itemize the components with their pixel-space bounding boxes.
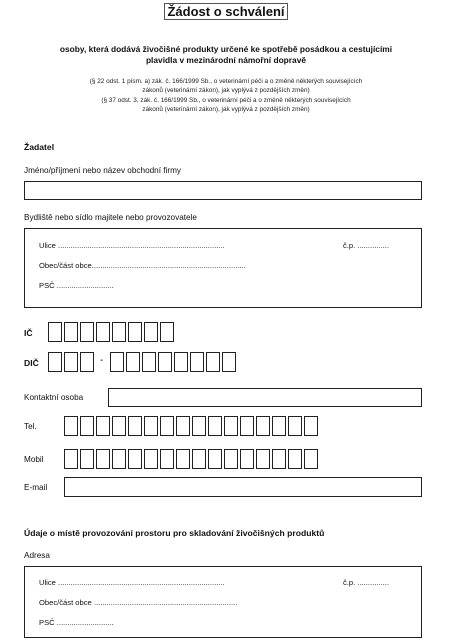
digit-cell[interactable] bbox=[160, 416, 174, 436]
digit-cell[interactable] bbox=[158, 352, 172, 372]
digit-cell[interactable] bbox=[112, 449, 126, 469]
subtitle bbox=[20, 44, 432, 66]
digit-cell[interactable] bbox=[128, 322, 142, 342]
digit-cell[interactable] bbox=[222, 352, 236, 372]
digit-cell[interactable] bbox=[48, 322, 62, 342]
digit-cell[interactable] bbox=[128, 449, 142, 469]
storage-street-line: Ulice ............................................................................... bbox=[39, 578, 225, 587]
digit-cell[interactable] bbox=[110, 352, 124, 372]
page-title bbox=[0, 4, 452, 19]
subtitle-line-2: plavidla v mezinárodní námořní dopravě bbox=[145, 55, 307, 65]
email-label: E-mail bbox=[24, 483, 48, 492]
dic-prefix-field[interactable] bbox=[48, 352, 96, 372]
dic-number-field[interactable] bbox=[110, 352, 238, 372]
digit-cell[interactable] bbox=[208, 416, 222, 436]
digit-cell[interactable] bbox=[304, 416, 318, 436]
psc-line: PSČ ........................... bbox=[39, 281, 114, 290]
digit-cell[interactable] bbox=[144, 449, 158, 469]
ic-label: IČ bbox=[24, 328, 33, 338]
dic-label: DIČ bbox=[24, 358, 39, 368]
digit-cell[interactable] bbox=[80, 449, 94, 469]
digit-cell[interactable] bbox=[96, 416, 110, 436]
street-line: Ulice ............................................................................... bbox=[39, 241, 225, 250]
name-label: Jméno/příjmení nebo název obchodní firmy bbox=[24, 166, 182, 175]
storage-city-line: Obec/část obce .................................................................... bbox=[39, 598, 238, 607]
owner-address-box[interactable] bbox=[24, 228, 422, 308]
digit-cell[interactable] bbox=[272, 416, 286, 436]
storage-psc-line: PSČ ........................... bbox=[39, 618, 114, 627]
digit-cell[interactable] bbox=[160, 449, 174, 469]
digit-cell[interactable] bbox=[128, 416, 142, 436]
mobil-label: Mobil bbox=[24, 455, 44, 464]
dic-dash: - bbox=[100, 355, 104, 366]
storage-cp-line: č.p. ............... bbox=[343, 578, 389, 587]
law-reference-1: (§ 22 odst. 1 písm. a) zák. č. 166/1999 Sb., o veterinární péči a o změně některých souvisejících zákonů (veterinární zákon), jak vyplývá z pozdějších změn) bbox=[89, 78, 363, 94]
digit-cell[interactable] bbox=[224, 449, 238, 469]
digit-cell[interactable] bbox=[64, 449, 78, 469]
tel-field[interactable] bbox=[64, 416, 320, 436]
city-line: Obec/část obce......................................................................... bbox=[39, 261, 246, 270]
digit-cell[interactable] bbox=[272, 449, 286, 469]
contact-person-label: Kontaktní osoba bbox=[24, 393, 84, 402]
digit-cell[interactable] bbox=[64, 416, 78, 436]
law-reference-2: (§ 37 odst. 3, zák. č. 166/1999 Sb., o veterinární péči a o změně některých souvisejících zákonů (veterinární zákon), jak vyplývá z pozdějších změn) bbox=[101, 97, 351, 113]
digit-cell[interactable] bbox=[206, 352, 220, 372]
digit-cell[interactable] bbox=[192, 449, 206, 469]
digit-cell[interactable] bbox=[174, 352, 188, 372]
applicant-heading: Žadatel bbox=[24, 142, 55, 152]
name-field[interactable] bbox=[24, 181, 422, 200]
digit-cell[interactable] bbox=[80, 416, 94, 436]
digit-cell[interactable] bbox=[224, 416, 238, 436]
tel-label: Tel. bbox=[24, 422, 37, 431]
title-text: Žádost o schválení bbox=[164, 3, 287, 20]
mobil-field[interactable] bbox=[64, 449, 320, 469]
digit-cell[interactable] bbox=[176, 449, 190, 469]
storage-address-box[interactable] bbox=[24, 566, 422, 638]
digit-cell[interactable] bbox=[80, 322, 94, 342]
storage-address-label: Adresa bbox=[24, 551, 50, 560]
digit-cell[interactable] bbox=[64, 352, 78, 372]
digit-cell[interactable] bbox=[256, 416, 270, 436]
digit-cell[interactable] bbox=[240, 449, 254, 469]
digit-cell[interactable] bbox=[48, 352, 62, 372]
digit-cell[interactable] bbox=[192, 416, 206, 436]
digit-cell[interactable] bbox=[126, 352, 140, 372]
subtitle-line-1: osoby, která dodává živočišné produkty určené ke spotřebě posádkou a cestujícími bbox=[59, 44, 393, 54]
digit-cell[interactable] bbox=[240, 416, 254, 436]
email-field[interactable] bbox=[64, 477, 422, 497]
digit-cell[interactable] bbox=[288, 449, 302, 469]
digit-cell[interactable] bbox=[96, 322, 110, 342]
digit-cell[interactable] bbox=[112, 416, 126, 436]
ic-field[interactable] bbox=[48, 322, 176, 342]
contact-person-field[interactable] bbox=[108, 388, 422, 407]
digit-cell[interactable] bbox=[112, 322, 126, 342]
digit-cell[interactable] bbox=[256, 449, 270, 469]
digit-cell[interactable] bbox=[160, 322, 174, 342]
owner-address-label: Bydliště nebo sídlo majitele nebo provozovatele bbox=[24, 213, 197, 222]
digit-cell[interactable] bbox=[142, 352, 156, 372]
digit-cell[interactable] bbox=[144, 416, 158, 436]
digit-cell[interactable] bbox=[176, 416, 190, 436]
digit-cell[interactable] bbox=[80, 352, 94, 372]
digit-cell[interactable] bbox=[144, 322, 158, 342]
digit-cell[interactable] bbox=[64, 322, 78, 342]
cp-line: č.p. ............... bbox=[343, 241, 389, 250]
digit-cell[interactable] bbox=[288, 416, 302, 436]
digit-cell[interactable] bbox=[208, 449, 222, 469]
digit-cell[interactable] bbox=[96, 449, 110, 469]
storage-heading: Údaje o místě provozování prostoru pro skladování živočišných produktů bbox=[24, 528, 325, 538]
digit-cell[interactable] bbox=[190, 352, 204, 372]
digit-cell[interactable] bbox=[304, 449, 318, 469]
